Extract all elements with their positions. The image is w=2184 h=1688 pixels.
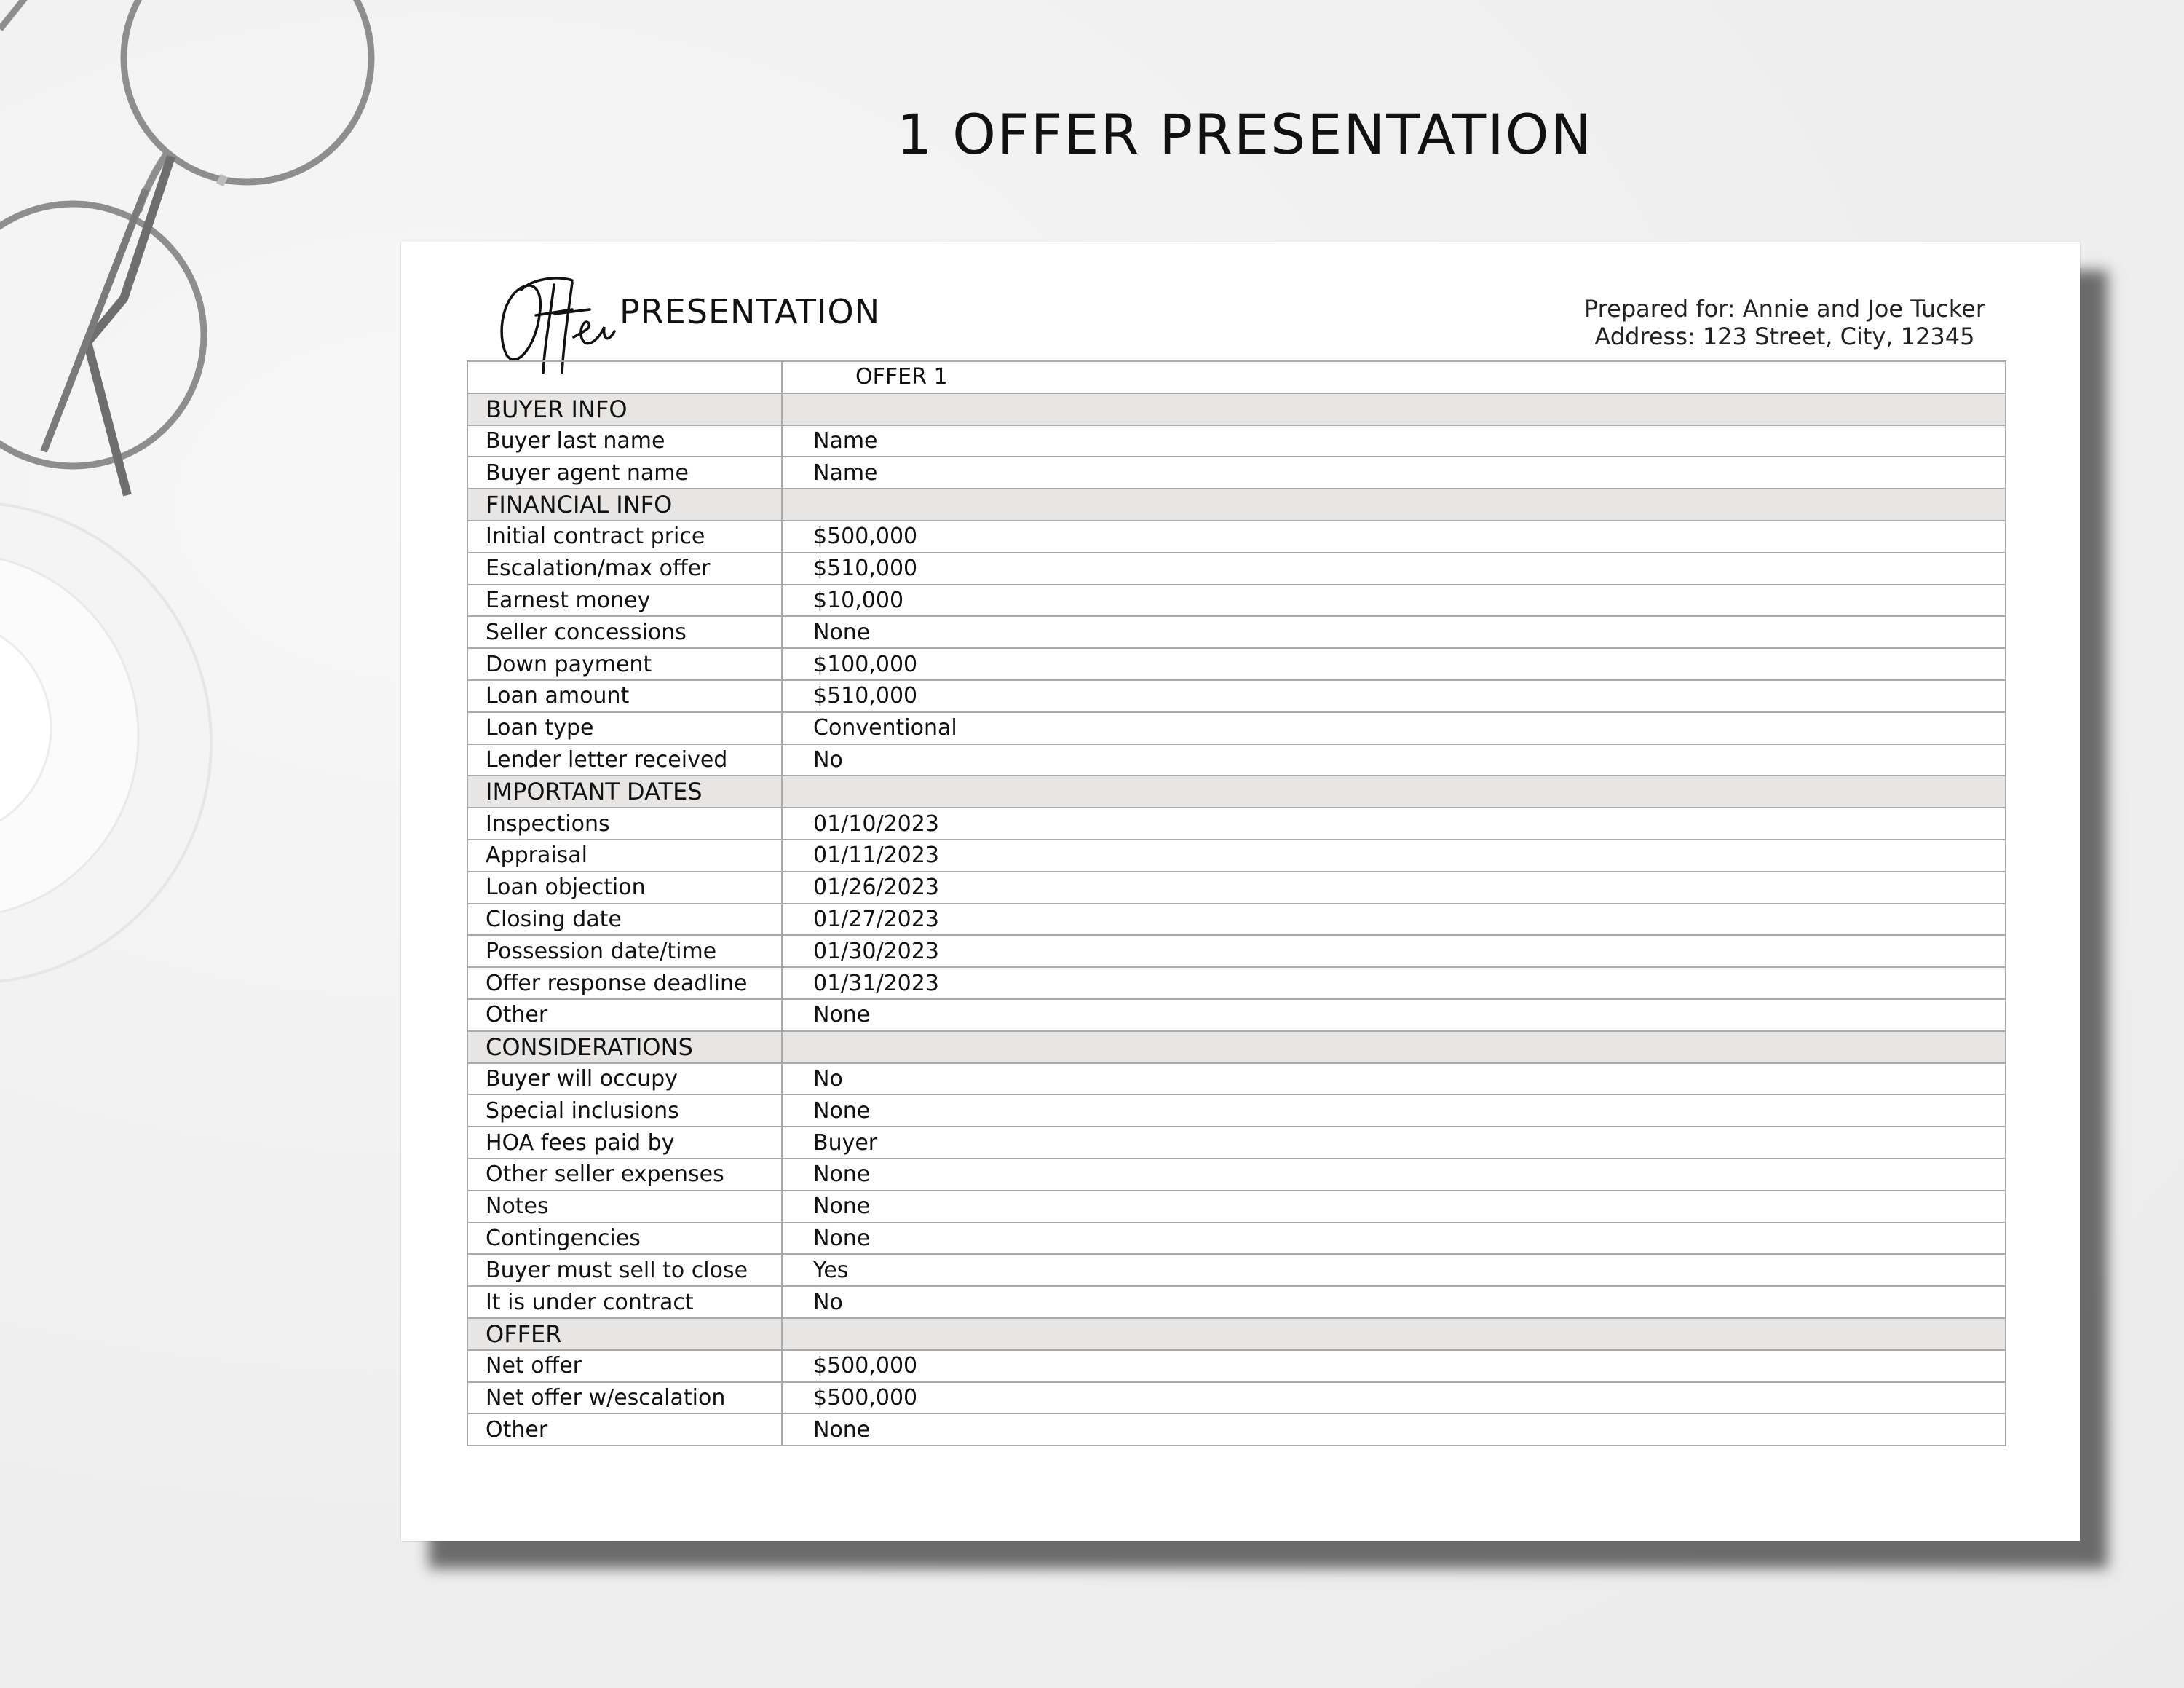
row-label: Buyer will occupy: [467, 1063, 782, 1095]
desk-decor: [0, 0, 451, 1092]
table-row: [467, 840, 2006, 872]
table-row: [467, 680, 2006, 712]
section-row: [467, 776, 2006, 808]
row-label: Seller concessions: [467, 616, 782, 648]
table-row: [467, 935, 2006, 967]
label-column-header: [467, 361, 782, 393]
row-label: Initial contract price: [467, 521, 782, 553]
row-value: Name: [782, 457, 2006, 489]
section-title: BUYER INFO: [467, 393, 782, 425]
offer-column-header: OFFER 1: [782, 361, 2006, 393]
row-label: Special inclusions: [467, 1095, 782, 1127]
section-row: [467, 1031, 2006, 1063]
section-row: [467, 393, 2006, 425]
row-value: $510,000: [782, 553, 2006, 585]
row-value: 01/30/2023: [782, 935, 2006, 967]
row-label: Appraisal: [467, 840, 782, 872]
row-value: None: [782, 616, 2006, 648]
table-row: [467, 553, 2006, 585]
table-header-row: [467, 361, 2006, 393]
row-value: $10,000: [782, 585, 2006, 617]
section-title: OFFER: [467, 1318, 782, 1350]
section-row: [467, 1318, 2006, 1350]
offer-script-logo: [492, 264, 630, 374]
table-row: [467, 648, 2006, 680]
section-fill: [782, 393, 2006, 425]
row-value: None: [782, 1413, 2006, 1446]
row-label: Net offer w/escalation: [467, 1382, 782, 1414]
table-row: [467, 1286, 2006, 1318]
address-text: Address: 123 Street, City, 12345: [1594, 323, 1975, 350]
table-row: [467, 1382, 2006, 1414]
table-row: [467, 1223, 2006, 1255]
row-value: 01/27/2023: [782, 904, 2006, 936]
row-label: Earnest money: [467, 585, 782, 617]
row-value: 01/10/2023: [782, 808, 2006, 840]
row-label: Net offer: [467, 1350, 782, 1382]
row-label: Buyer agent name: [467, 457, 782, 489]
row-label: Other: [467, 1413, 782, 1446]
row-label: Closing date: [467, 904, 782, 936]
client-info: [1584, 295, 1985, 350]
table-row: [467, 1254, 2006, 1286]
row-value: $500,000: [782, 1350, 2006, 1382]
section-row: [467, 489, 2006, 521]
table-row: [467, 425, 2006, 457]
row-value: Buyer: [782, 1127, 2006, 1159]
row-value: None: [782, 1191, 2006, 1223]
table-row: [467, 1350, 2006, 1382]
table-row: [467, 999, 2006, 1031]
row-label: Possession date/time: [467, 935, 782, 967]
eyeglasses-icon: [0, 0, 419, 495]
row-value: None: [782, 1223, 2006, 1255]
table-row: [467, 585, 2006, 617]
row-value: No: [782, 744, 2006, 776]
row-label: Buyer must sell to close: [467, 1254, 782, 1286]
section-fill: [782, 1031, 2006, 1063]
section-fill: [782, 489, 2006, 521]
row-value: Conventional: [782, 712, 2006, 744]
row-value: $100,000: [782, 648, 2006, 680]
prepared-for-text: Prepared for: Annie and Joe Tucker: [1583, 295, 1985, 323]
row-value: 01/31/2023: [782, 967, 2006, 999]
row-label: Offer response deadline: [467, 967, 782, 999]
row-label: Down payment: [467, 648, 782, 680]
coffee-cup-icon: [0, 502, 211, 983]
row-value: 01/11/2023: [782, 840, 2006, 872]
table-row: [467, 457, 2006, 489]
row-label: Buyer last name: [467, 425, 782, 457]
section-title: CONSIDERATIONS: [467, 1031, 782, 1063]
table-row: [467, 616, 2006, 648]
table-body: [467, 393, 2006, 1446]
table-row: [467, 967, 2006, 999]
row-value: Name: [782, 425, 2006, 457]
table-row: [467, 808, 2006, 840]
table-row: [467, 521, 2006, 553]
row-value: None: [782, 999, 2006, 1031]
row-value: $500,000: [782, 521, 2006, 553]
row-label: Notes: [467, 1191, 782, 1223]
row-label: Other seller expenses: [467, 1159, 782, 1191]
row-value: None: [782, 1159, 2006, 1191]
section-fill: [782, 1318, 2006, 1350]
table-row: [467, 872, 2006, 904]
row-value: $510,000: [782, 680, 2006, 712]
row-label: Contingencies: [467, 1223, 782, 1255]
page-title: 1 OFFER PRESENTATION: [896, 102, 1594, 167]
row-label: HOA fees paid by: [467, 1127, 782, 1159]
table-row: [467, 1413, 2006, 1446]
section-fill: [782, 776, 2006, 808]
row-label: Loan type: [467, 712, 782, 744]
table-row: [467, 1191, 2006, 1223]
row-label: Loan amount: [467, 680, 782, 712]
section-title: FINANCIAL INFO: [467, 489, 782, 521]
table-row: [467, 1063, 2006, 1095]
table-row: [467, 1127, 2006, 1159]
row-label: Lender letter received: [467, 744, 782, 776]
table-row: [467, 1159, 2006, 1191]
row-value: 01/26/2023: [782, 872, 2006, 904]
table-row: [467, 712, 2006, 744]
table-row: [467, 1095, 2006, 1127]
row-value: None: [782, 1095, 2006, 1127]
row-value: No: [782, 1286, 2006, 1318]
row-label: Other: [467, 999, 782, 1031]
row-label: It is under contract: [467, 1286, 782, 1318]
row-value: Yes: [782, 1254, 2006, 1286]
section-title: IMPORTANT DATES: [467, 776, 782, 808]
row-label: Escalation/max offer: [467, 553, 782, 585]
row-label: Loan objection: [467, 872, 782, 904]
table-row: [467, 744, 2006, 776]
row-label: Inspections: [467, 808, 782, 840]
offer-table: [467, 360, 2006, 1446]
logo-wordmark: PRESENTATION: [620, 292, 881, 331]
table-row: [467, 904, 2006, 936]
row-value: $500,000: [782, 1382, 2006, 1414]
row-value: No: [782, 1063, 2006, 1095]
offer-sheet: [401, 242, 2080, 1541]
